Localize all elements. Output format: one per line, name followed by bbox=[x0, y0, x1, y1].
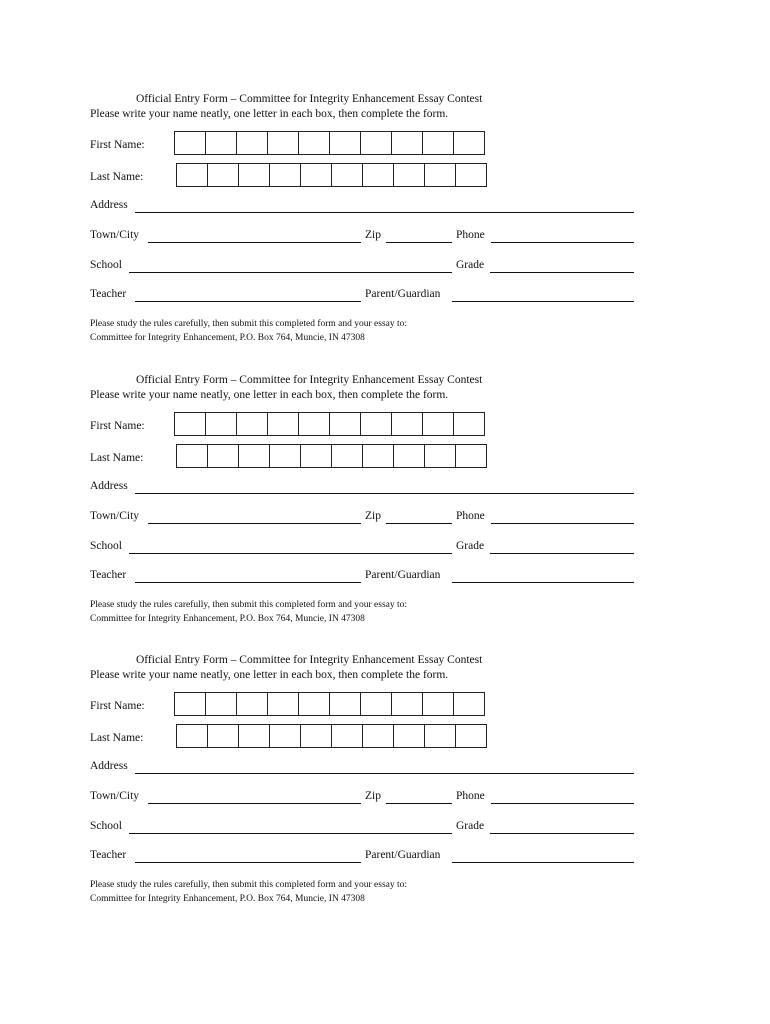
letter-box[interactable] bbox=[455, 724, 487, 748]
zip-field[interactable] bbox=[386, 803, 452, 804]
letter-box[interactable] bbox=[453, 692, 485, 716]
letter-box[interactable] bbox=[393, 444, 425, 468]
letter-box[interactable] bbox=[267, 412, 299, 436]
letter-box[interactable] bbox=[360, 131, 392, 155]
letter-box[interactable] bbox=[331, 724, 363, 748]
grade-field[interactable] bbox=[490, 553, 634, 554]
form-instructions: Please write your name neatly, one letter in each box, then complete the form. bbox=[90, 389, 449, 401]
letter-box[interactable] bbox=[360, 692, 392, 716]
school-label: School bbox=[90, 540, 122, 552]
address-label: Address bbox=[90, 760, 128, 772]
grade-label: Grade bbox=[456, 259, 485, 271]
form-title: Official Entry Form – Committee for Integrity Enhancement Essay Contest bbox=[136, 93, 483, 105]
last-name-label: Last Name: bbox=[90, 171, 144, 183]
letter-box[interactable] bbox=[205, 692, 237, 716]
zip-label: Zip bbox=[365, 510, 381, 522]
letter-box[interactable] bbox=[174, 412, 206, 436]
parent-guardian-field[interactable] bbox=[452, 862, 634, 863]
letter-box[interactable] bbox=[174, 131, 206, 155]
letter-box[interactable] bbox=[300, 444, 332, 468]
zip-label: Zip bbox=[365, 229, 381, 241]
address-field[interactable] bbox=[135, 493, 634, 494]
letter-box[interactable] bbox=[236, 692, 268, 716]
letter-box[interactable] bbox=[238, 163, 270, 187]
phone-label: Phone bbox=[456, 510, 485, 522]
form-title: Official Entry Form – Committee for Integrity Enhancement Essay Contest bbox=[136, 374, 483, 386]
letter-box[interactable] bbox=[205, 412, 237, 436]
last-name-letter-boxes bbox=[176, 444, 487, 468]
town-city-field[interactable] bbox=[148, 242, 361, 243]
last-name-label: Last Name: bbox=[90, 732, 144, 744]
letter-box[interactable] bbox=[453, 131, 485, 155]
zip-field[interactable] bbox=[386, 242, 452, 243]
letter-box[interactable] bbox=[453, 412, 485, 436]
letter-box[interactable] bbox=[238, 444, 270, 468]
form-title: Official Entry Form – Committee for Integrity Enhancement Essay Contest bbox=[136, 654, 483, 666]
letter-box[interactable] bbox=[331, 444, 363, 468]
phone-label: Phone bbox=[456, 229, 485, 241]
phone-field[interactable] bbox=[491, 242, 634, 243]
parent-guardian-field[interactable] bbox=[452, 301, 634, 302]
phone-label: Phone bbox=[456, 790, 485, 802]
letter-box[interactable] bbox=[267, 692, 299, 716]
teacher-label: Teacher bbox=[90, 569, 127, 581]
letter-box[interactable] bbox=[236, 131, 268, 155]
school-field[interactable] bbox=[129, 833, 452, 834]
letter-box[interactable] bbox=[238, 724, 270, 748]
letter-box[interactable] bbox=[424, 163, 456, 187]
zip-field[interactable] bbox=[386, 523, 452, 524]
submission-note: Please study the rules carefully, then submit this completed form and your essay to: bbox=[90, 880, 408, 890]
zip-label: Zip bbox=[365, 790, 381, 802]
teacher-field[interactable] bbox=[135, 301, 361, 302]
letter-box[interactable] bbox=[300, 724, 332, 748]
address-label: Address bbox=[90, 199, 128, 211]
parent-guardian-label: Parent/Guardian bbox=[365, 569, 441, 581]
first-name-letter-boxes bbox=[174, 412, 485, 436]
letter-box[interactable] bbox=[298, 692, 330, 716]
first-name-label: First Name: bbox=[90, 139, 145, 151]
town-city-label: Town/City bbox=[90, 790, 140, 802]
grade-field[interactable] bbox=[490, 272, 634, 273]
letter-box[interactable] bbox=[455, 163, 487, 187]
town-city-field[interactable] bbox=[148, 803, 361, 804]
form-instructions: Please write your name neatly, one letter in each box, then complete the form. bbox=[90, 108, 449, 120]
grade-field[interactable] bbox=[490, 833, 634, 834]
letter-box[interactable] bbox=[205, 131, 237, 155]
letter-box[interactable] bbox=[393, 163, 425, 187]
address-field[interactable] bbox=[135, 773, 634, 774]
grade-label: Grade bbox=[456, 820, 485, 832]
town-city-field[interactable] bbox=[148, 523, 361, 524]
letter-box[interactable] bbox=[298, 131, 330, 155]
entry-form-3 bbox=[0, 654, 770, 914]
teacher-field[interactable] bbox=[135, 862, 361, 863]
letter-box[interactable] bbox=[176, 163, 208, 187]
mailing-address: Committee for Integrity Enhancement, P.O. Box 764, Muncie, IN 47308 bbox=[90, 894, 365, 904]
letter-box[interactable] bbox=[362, 444, 394, 468]
letter-box[interactable] bbox=[176, 724, 208, 748]
letter-box[interactable] bbox=[393, 724, 425, 748]
letter-box[interactable] bbox=[267, 131, 299, 155]
parent-guardian-label: Parent/Guardian bbox=[365, 288, 441, 300]
letter-box[interactable] bbox=[236, 412, 268, 436]
letter-box[interactable] bbox=[362, 724, 394, 748]
form-instructions: Please write your name neatly, one letter in each box, then complete the form. bbox=[90, 669, 449, 681]
letter-box[interactable] bbox=[329, 131, 361, 155]
letter-box[interactable] bbox=[300, 163, 332, 187]
letter-box[interactable] bbox=[360, 412, 392, 436]
first-name-letter-boxes bbox=[174, 692, 485, 716]
last-name-letter-boxes bbox=[176, 724, 487, 748]
letter-box[interactable] bbox=[176, 444, 208, 468]
teacher-label: Teacher bbox=[90, 849, 127, 861]
letter-box[interactable] bbox=[422, 412, 454, 436]
letter-box[interactable] bbox=[269, 444, 301, 468]
letter-box[interactable] bbox=[207, 163, 239, 187]
school-field[interactable] bbox=[129, 553, 452, 554]
letter-box[interactable] bbox=[329, 412, 361, 436]
letter-box[interactable] bbox=[391, 412, 423, 436]
letter-box[interactable] bbox=[207, 724, 239, 748]
first-name-letter-boxes bbox=[174, 131, 485, 155]
phone-field[interactable] bbox=[491, 523, 634, 524]
teacher-label: Teacher bbox=[90, 288, 127, 300]
address-field[interactable] bbox=[135, 212, 634, 213]
first-name-label: First Name: bbox=[90, 700, 145, 712]
letter-box[interactable] bbox=[362, 163, 394, 187]
phone-field[interactable] bbox=[491, 803, 634, 804]
mailing-address: Committee for Integrity Enhancement, P.O. Box 764, Muncie, IN 47308 bbox=[90, 614, 365, 624]
letter-box[interactable] bbox=[422, 692, 454, 716]
letter-box[interactable] bbox=[331, 163, 363, 187]
first-name-label: First Name: bbox=[90, 420, 145, 432]
last-name-letter-boxes bbox=[176, 163, 487, 187]
town-city-label: Town/City bbox=[90, 229, 140, 241]
last-name-label: Last Name: bbox=[90, 452, 144, 464]
letter-box[interactable] bbox=[329, 692, 361, 716]
parent-guardian-label: Parent/Guardian bbox=[365, 849, 441, 861]
letter-box[interactable] bbox=[269, 163, 301, 187]
letter-box[interactable] bbox=[391, 131, 423, 155]
entry-form-2 bbox=[0, 374, 770, 634]
school-label: School bbox=[90, 259, 122, 271]
letter-box[interactable] bbox=[298, 412, 330, 436]
school-field[interactable] bbox=[129, 272, 452, 273]
grade-label: Grade bbox=[456, 540, 485, 552]
parent-guardian-field[interactable] bbox=[452, 582, 634, 583]
entry-form-1 bbox=[0, 93, 770, 353]
submission-note: Please study the rules carefully, then submit this completed form and your essay to: bbox=[90, 319, 408, 329]
submission-note: Please study the rules carefully, then submit this completed form and your essay to: bbox=[90, 600, 408, 610]
letter-box[interactable] bbox=[424, 724, 456, 748]
letter-box[interactable] bbox=[424, 444, 456, 468]
mailing-address: Committee for Integrity Enhancement, P.O. Box 764, Muncie, IN 47308 bbox=[90, 333, 365, 343]
letter-box[interactable] bbox=[422, 131, 454, 155]
letter-box[interactable] bbox=[269, 724, 301, 748]
letter-box[interactable] bbox=[174, 692, 206, 716]
letter-box[interactable] bbox=[455, 444, 487, 468]
school-label: School bbox=[90, 820, 122, 832]
teacher-field[interactable] bbox=[135, 582, 361, 583]
letter-box[interactable] bbox=[207, 444, 239, 468]
address-label: Address bbox=[90, 480, 128, 492]
town-city-label: Town/City bbox=[90, 510, 140, 522]
letter-box[interactable] bbox=[391, 692, 423, 716]
